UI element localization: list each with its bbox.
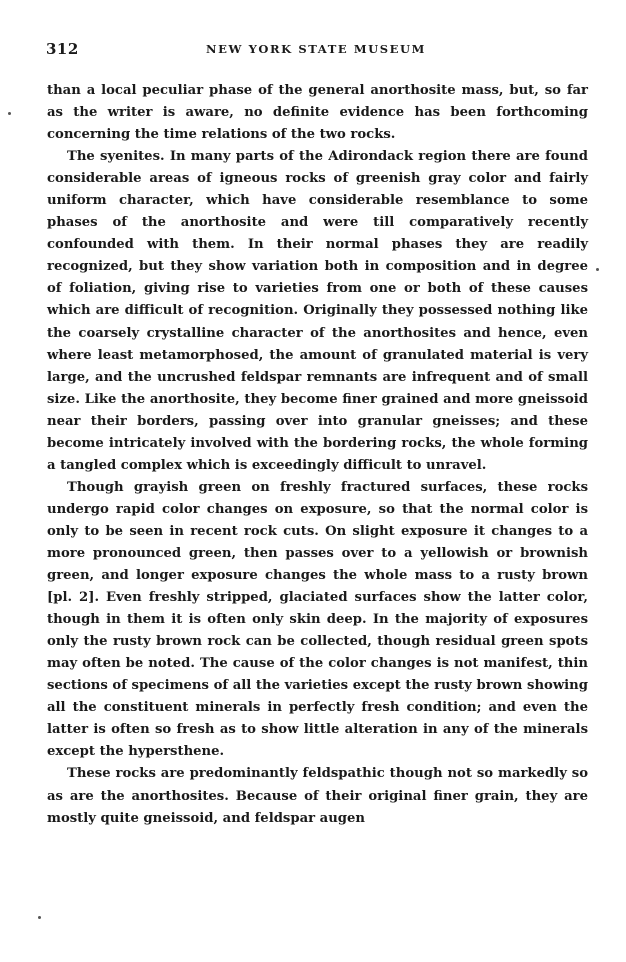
paragraph-text: Though grayish green on freshly fractured surfaces, these rocks undergo rapid color changes on exposure, so that the normal color is only to be seen in recent rock cuts. On slight exposure it changes to a more pronounced green, then passes over to a yellowish or brownish green, and longer exposure changes the whole mass to a rusty brown [pl. 2]. Even freshly stripped, glaciated surfaces show the latter color, though in them it is often only skin deep. In the majority of exposures only the rusty brown rock can be collected, though residual green spots may often be noted. The cause of the color changes is not manifest, thin sections of specimens of all the varieties except the rusty brown showing all the constituent minerals in perfectly fresh condition; and even the latter is often so fresh as to show little alteration in any of the minerals except the hypersthene. [47,479,588,760]
paragraph-color-changes [47,477,588,764]
running-head: NEW YORK STATE MUSEUM [205,42,427,56]
section-run-in-heading: The syenites. [67,149,165,165]
paragraph-text: In many parts of the Adirondack region there are found considerable areas of igneous rocks of greenish gray color and fairly uniform character, which have considerable resemblance to some phases of the anorthosite and were till comparatively recently confounded with them. In their normal phases they are readily recognized, but they show variation both in composition and in degree of foliation, giving rise to varieties from one or both of these causes which are difficult of recognition. Originally they possessed nothing like the coarsely crystalline character of the anorthosites and hence, even where least metamorphosed, the amount of granulated material is very large, and the uncrushed feldspar remnants are infrequent and of small size. Like the anorthosite, they become finer grained and more gneissoid near their borders, passing over into granular gneisses; and these become intricately involved with the bordering rocks, the whole forming a tangled complex which is exceedingly difficult to unravel. [47,149,588,473]
paragraph-composition [47,763,588,829]
scan-speck [8,112,11,115]
paragraph-syenites [47,146,588,477]
scan-speck [38,916,41,919]
paragraph-text: These rocks are predominantly feldspathic though not so markedly so as are the anorthosites. Because of their original finer grain, they are mostly quite gneissoid, and feldspar augen [47,766,588,826]
scan-speck [596,268,599,271]
page-number: 312 [46,40,79,58]
paragraph-continued [47,80,588,146]
paragraph-text: than a local peculiar phase of the general anorthosite mass, but, so far as the writer is aware, no definite evidence has been forthcoming concerning the time relations of the two rocks. [47,83,588,143]
page-header [46,40,586,60]
body-text [47,80,588,830]
